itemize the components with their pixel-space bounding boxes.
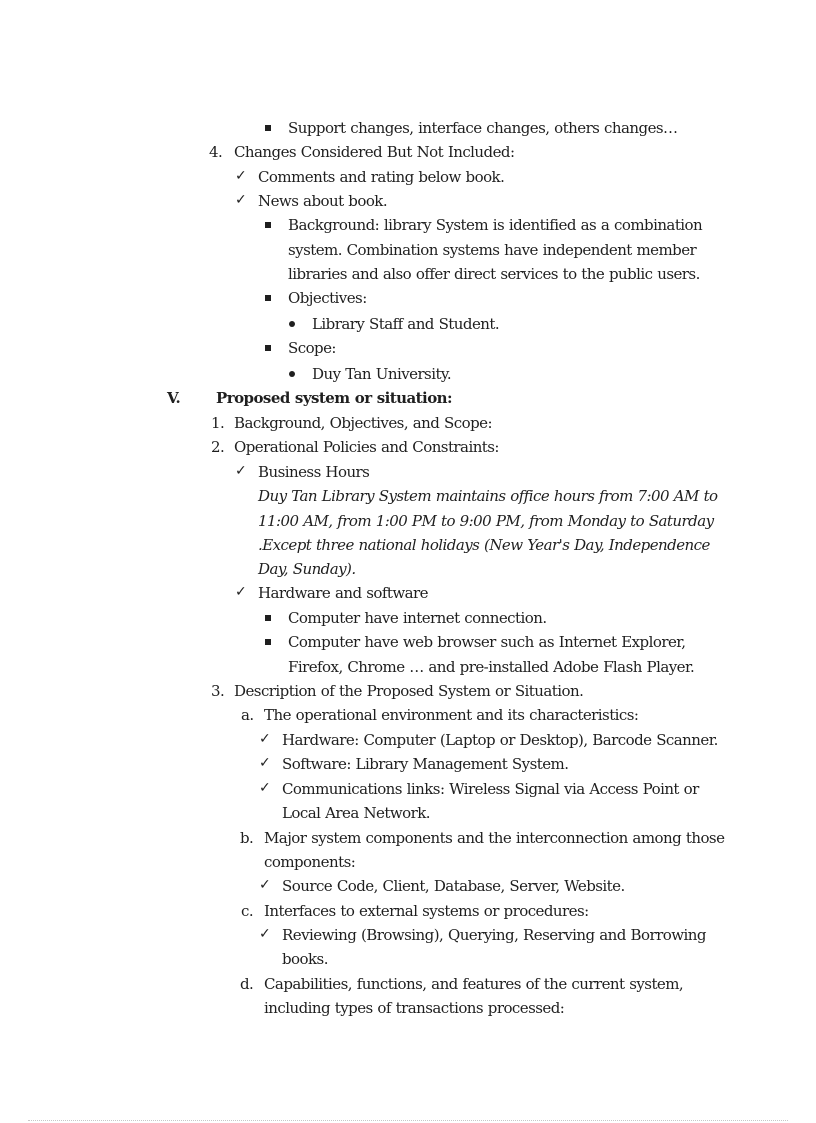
list-item: Hardware and software [258,584,428,602]
list-item: Software: Library Management System. [282,755,569,773]
list-item: Background, Objectives, and Scope: [234,414,492,432]
list-item: Reviewing (Browsing), Querying, Reserving and Borrowing [282,926,706,944]
checkmark-icon: ✓ [235,584,247,600]
list-item: Business Hours [258,463,370,481]
list-item: Operational Policies and Constraints: [234,438,499,456]
text-line: Firefox, Chrome … and pre-installed Adobe Flash Player. [288,658,695,676]
list-item: Interfaces to external systems or procedures: [264,902,589,920]
text-line: Day, Sunday). [258,560,356,578]
list-item: Support changes, interface changes, others changes… [288,119,678,137]
list-number: 4. [209,143,223,161]
text-line: Duy Tan Library System maintains office hours from 7:00 AM to [258,487,718,505]
text-line: .Except three national holidays (New Year's Day, Independence [258,536,710,554]
checkmark-icon: ✓ [235,463,247,479]
list-item: Hardware: Computer (Laptop or Desktop), Barcode Scanner. [282,731,718,749]
square-bullet-icon [265,345,271,351]
list-item: Communications links: Wireless Signal via Access Point or [282,780,699,798]
list-item: Major system components and the interconnection among those [264,829,725,847]
section-number: V. [167,389,181,407]
text-line: components: [264,853,356,871]
list-item: Changes Considered But Not Included: [234,143,515,161]
checkmark-icon: ✓ [259,877,271,893]
list-number: 3. [211,682,225,700]
page-bottom-rule [28,1120,788,1121]
list-letter: d. [240,975,254,993]
list-item: Library Staff and Student. [312,315,500,333]
text-line: books. [282,950,328,968]
text-line: 11:00 AM, from 1:00 PM to 9:00 PM, from Monday to Saturday [258,512,714,530]
square-bullet-icon [265,125,271,131]
dot-bullet-icon [289,321,295,327]
text-line: Local Area Network. [282,804,430,822]
square-bullet-icon [265,222,271,228]
list-letter: c. [241,902,254,920]
list-item: Background: library System is identified as a combination [288,216,703,234]
square-bullet-icon [265,295,271,301]
checkmark-icon: ✓ [259,755,271,771]
list-letter: a. [241,706,254,724]
list-number: 1. [211,414,225,432]
list-item: Description of the Proposed System or Situation. [234,682,584,700]
square-bullet-icon [265,615,271,621]
list-item: Comments and rating below book. [258,168,505,186]
list-item: Computer have internet connection. [288,609,547,627]
text-line: libraries and also offer direct services to the public users. [288,265,700,283]
list-letter: b. [240,829,254,847]
list-item: Computer have web browser such as Internet Explorer, [288,633,686,651]
checkmark-icon: ✓ [259,731,271,747]
section-title: Proposed system or situation: [216,389,453,407]
list-number: 2. [211,438,225,456]
list-item: Scope: [288,339,336,357]
list-item: Duy Tan University. [312,365,452,383]
text-line: system. Combination systems have independent member [288,241,697,259]
text-line: including types of transactions processed: [264,999,565,1017]
list-item: Objectives: [288,289,367,307]
list-item: Capabilities, functions, and features of the current system, [264,975,684,993]
list-item: The operational environment and its characteristics: [264,706,639,724]
dot-bullet-icon [289,371,295,377]
checkmark-icon: ✓ [259,926,271,942]
checkmark-icon: ✓ [235,168,247,184]
checkmark-icon: ✓ [235,192,247,208]
list-item: News about book. [258,192,388,210]
square-bullet-icon [265,639,271,645]
checkmark-icon: ✓ [259,780,271,796]
list-item: Source Code, Client, Database, Server, Website. [282,877,625,895]
